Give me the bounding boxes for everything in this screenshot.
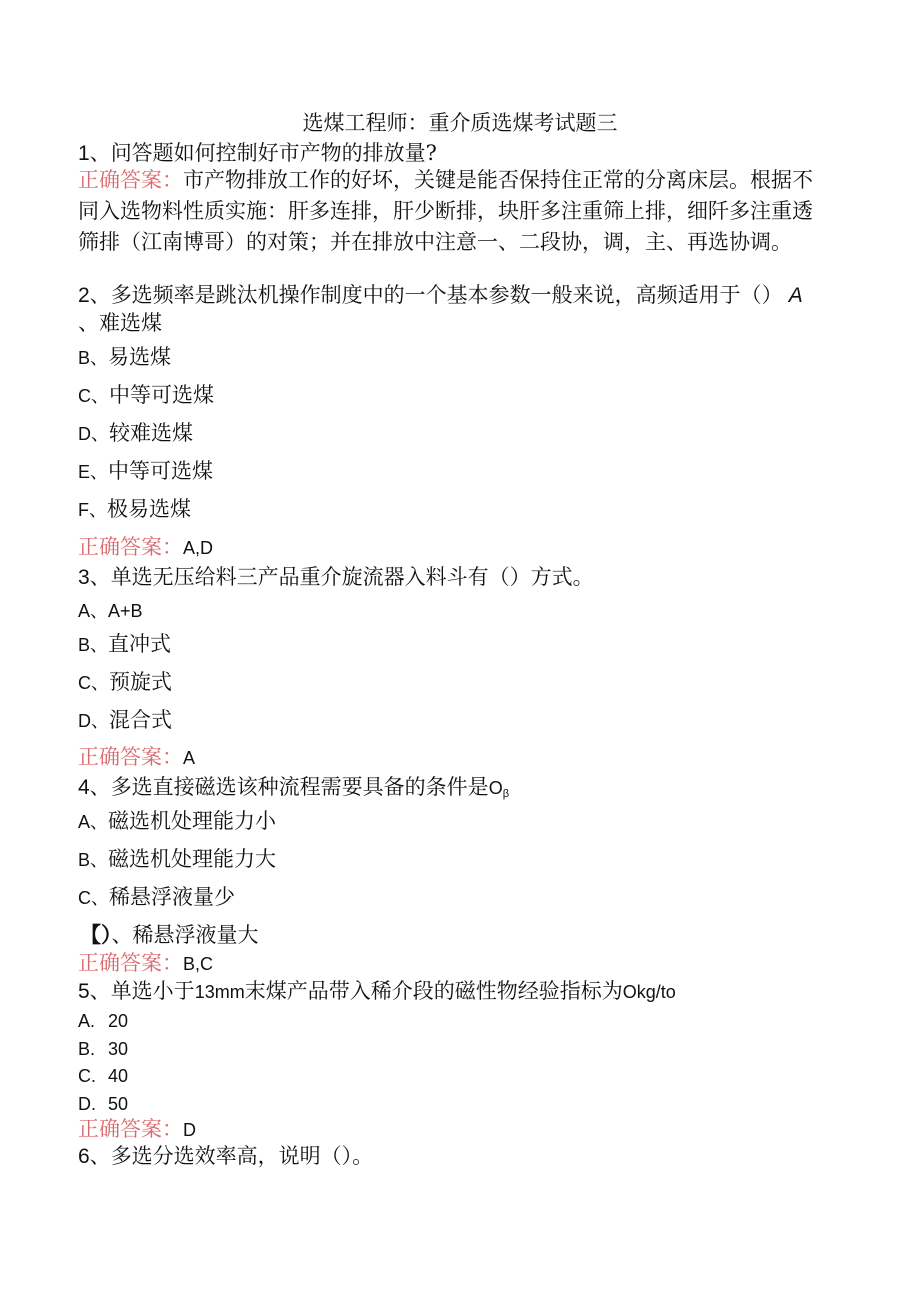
answer-label: 正确答案： [78,951,183,975]
option-text: A+B [108,601,143,621]
answer-3 [78,742,195,773]
option-text: 40 [108,1066,129,1086]
option-text: 中等可选煤 [109,383,214,407]
option-letter: 【） [80,923,112,947]
page-title: 选煤工程师：重介质选煤考试题三 [302,111,618,135]
option-text: 50 [108,1094,129,1114]
option-text: 直冲式 [108,632,172,656]
question-trail: O [488,778,503,798]
option [78,629,171,660]
option-text: 中等可选煤 [108,459,214,483]
answer-text: A,D [183,538,214,558]
option [78,1006,128,1036]
option-letter: B. [78,1039,96,1059]
option-letter: A、 [78,601,109,621]
answer-label: 正确答案： [78,745,183,769]
answer-text: 市产物排放工作的好坏，关键是能否保持住正常的分离床层。根据不同入选物料性质实施：肝多连排，肝少断排，块肝多注重筛上排，细阡多注重透筛排（江南博哥）的对策；并在排放中注意一、二段协，调，主、再选协调。 [78,168,813,254]
option-text: 混合式 [109,708,172,732]
option [78,667,172,698]
option [78,1061,128,1091]
option-letter: C、 [78,673,109,693]
option [78,844,276,875]
question-number: 6、 [78,1145,111,1168]
answer-2 [78,532,213,563]
option [78,342,171,373]
option-letter: E、 [78,462,109,482]
option [78,595,143,626]
question-text: 问答题如何控制好市产物的排放量? [110,141,437,165]
question-text: 单选无压给料三产品重介旋流器入料斗有（）方式。 [110,565,594,589]
question-text: 末煤产品带入稀介段的磁性物经验指标为 [244,979,623,1003]
option-text: 易选煤 [108,345,172,369]
answer-label: 正确答案： [78,168,183,192]
question-2 [78,280,803,311]
option-letter: F、 [78,500,107,520]
answer-text: D [183,1120,196,1140]
question-6 [78,1141,373,1172]
question-number: 5、 [78,980,111,1003]
option-text: 预旋式 [109,670,172,694]
option-letter: D、 [78,424,109,444]
option [78,882,235,913]
option [78,380,214,411]
question-number: 4、 [78,776,111,799]
option [78,705,172,736]
option-letter: A. [78,1011,96,1031]
answer-1 [78,165,816,258]
answer-label: 正确答案： [78,1117,183,1141]
option [78,494,191,525]
option-letter: C、 [78,888,109,908]
option-letter: B、 [78,348,109,368]
question-trail-sub: β [502,788,510,800]
option [78,418,193,449]
answer-text: B,C [183,954,214,974]
question-text-unit: Okg/to [622,982,676,1002]
question-text: 单选小于 [110,979,195,1003]
question-5 [78,976,676,1007]
option-text: 极易选煤 [107,497,191,521]
question-text-size: 13mm [194,982,245,1002]
question-trail: A [788,284,803,307]
option-letter: D、 [78,711,109,731]
option-letter: A、 [78,812,109,832]
option-text: 较难选煤 [109,421,193,445]
question-text: 多选直接磁选该种流程需要具备的条件是 [110,775,489,799]
option-text: 磁选机处理能力小 [108,809,277,833]
option [78,920,259,950]
question-4 [78,772,509,809]
question-number: 3、 [78,566,111,589]
option [78,1034,128,1064]
option-letter: C、 [78,386,109,406]
option [78,456,213,487]
option-letter: B、 [78,850,109,870]
option-a-wrapped: 、难选煤 [78,311,162,335]
option-text: 磁选机处理能力大 [108,847,277,871]
question-number: 1、 [78,142,111,165]
question-text: 多选频率是跳汰机操作制度中的一个基本参数一般来说，高频适用于（） [110,283,783,307]
question-3 [78,562,594,593]
option-letter: B、 [78,635,109,655]
answer-4 [78,948,213,979]
option-letter: C. [78,1066,96,1086]
option-text: 、稀悬浮液量大 [111,923,259,947]
option-letter: D. [78,1094,96,1114]
option [78,806,276,837]
option-text: 20 [108,1011,129,1031]
question-number: 2、 [78,284,111,307]
answer-label: 正确答案： [78,535,183,559]
option-text: 30 [108,1039,129,1059]
question-text: 多选分选效率高，说明（）。 [110,1144,374,1168]
option-text: 稀悬浮液量少 [109,885,235,909]
answer-text: A [183,748,196,768]
